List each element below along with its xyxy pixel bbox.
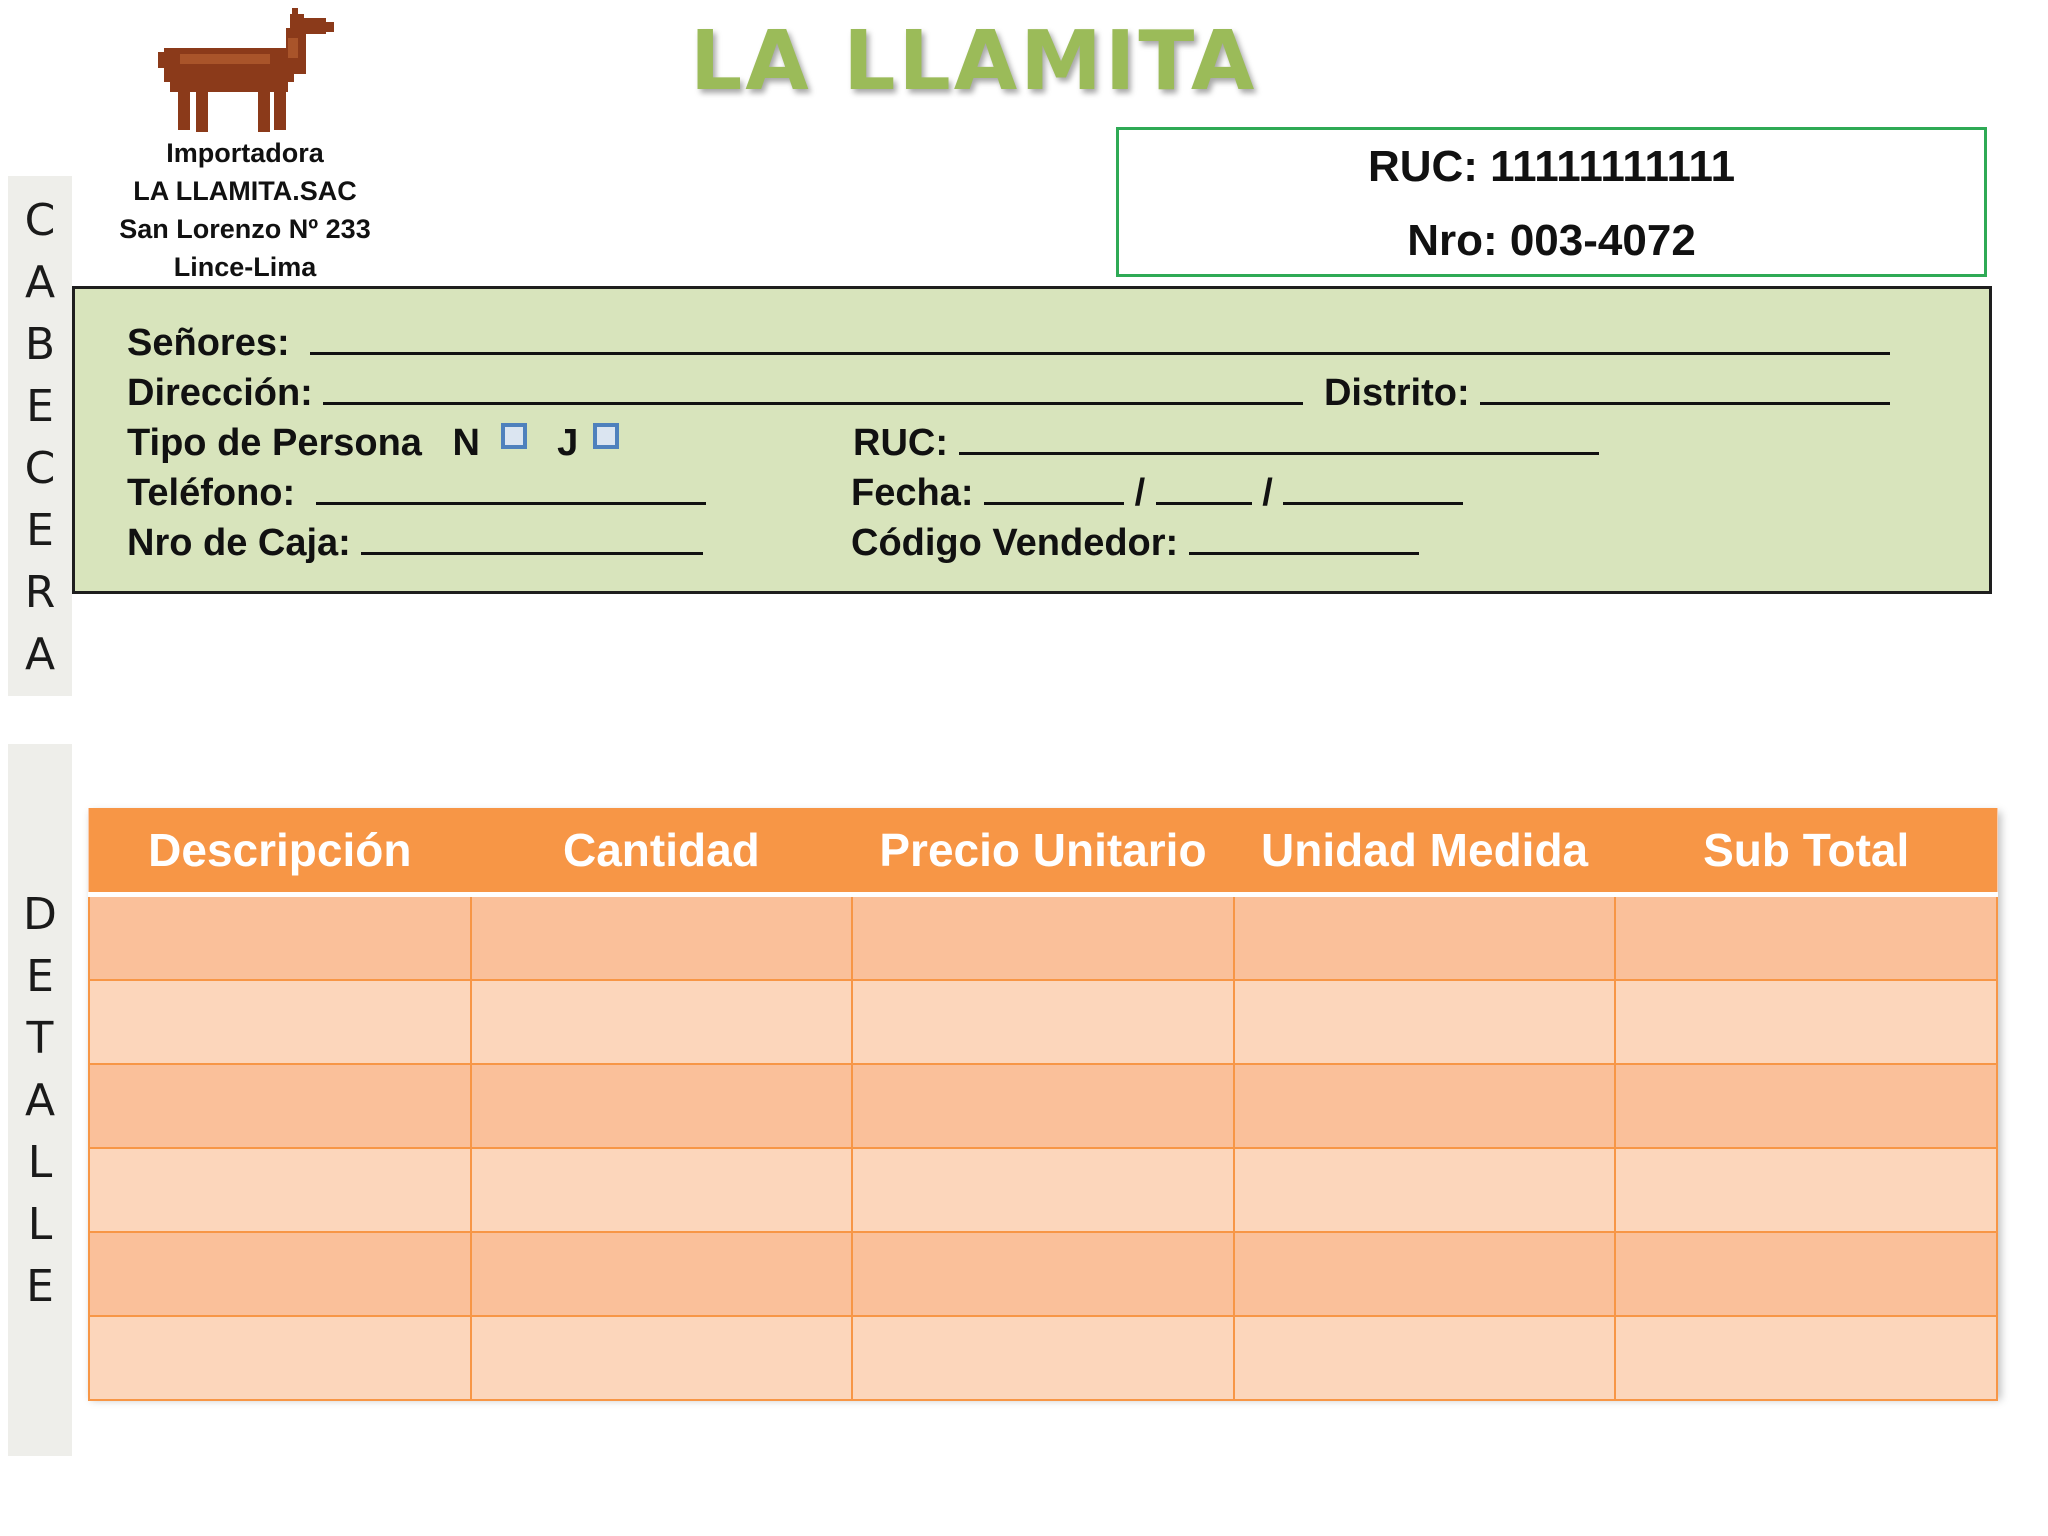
codigo-vendedor-field[interactable]: [1189, 522, 1419, 555]
tipo-j-label: J: [557, 422, 579, 464]
table-row: [89, 1232, 1997, 1316]
table-cell[interactable]: [89, 1148, 471, 1232]
side-letter: L: [27, 1137, 53, 1188]
tipo-j-checkbox[interactable]: [593, 423, 619, 449]
table-cell[interactable]: [89, 1064, 471, 1148]
page-title: LA LLAMITA: [690, 14, 1258, 109]
ruc-label: RUC:: [853, 422, 948, 464]
table-row: [89, 1316, 1997, 1400]
side-letter: E: [26, 505, 54, 556]
table-cell[interactable]: [852, 1232, 1234, 1316]
column-header-descripcion: Descripción: [89, 808, 471, 895]
side-letter: E: [26, 381, 54, 432]
table-cell[interactable]: [1234, 1064, 1616, 1148]
table-cell[interactable]: [1615, 895, 1997, 981]
column-header-sub-total: Sub Total: [1615, 808, 1997, 895]
fecha-year-field[interactable]: [1283, 472, 1463, 505]
table-cell[interactable]: [471, 1064, 853, 1148]
tipo-persona-label: Tipo de Persona: [127, 422, 422, 464]
table-cell[interactable]: [852, 1064, 1234, 1148]
side-letter: B: [24, 319, 56, 370]
table-cell[interactable]: [852, 1148, 1234, 1232]
nro-caja-row: [127, 521, 703, 565]
company-line: Lince-Lima: [173, 252, 317, 282]
table-cell[interactable]: [1234, 980, 1616, 1064]
telefono-label: Teléfono:: [127, 472, 296, 514]
senores-row: [127, 321, 1890, 365]
side-letter: A: [24, 629, 56, 680]
fecha-day-field[interactable]: [984, 472, 1124, 505]
telefono-row: [127, 471, 706, 515]
table-header-row: [89, 808, 1997, 895]
side-letter: C: [24, 443, 56, 494]
table-cell[interactable]: [1234, 1232, 1616, 1316]
side-letter: E: [26, 951, 54, 1002]
company-line: Importadora: [166, 138, 324, 168]
ruc-field[interactable]: [959, 422, 1599, 455]
ruc-box: [1116, 127, 1987, 277]
tipo-n-label: N: [452, 422, 480, 464]
senores-field[interactable]: [310, 322, 1890, 355]
table-cell[interactable]: [1615, 1316, 1997, 1400]
table-cell[interactable]: [471, 980, 853, 1064]
table-cell[interactable]: [1615, 980, 1997, 1064]
table-row: [89, 1064, 1997, 1148]
company-line: LA LLAMITA.SAC: [133, 176, 357, 206]
company-info: [95, 134, 395, 286]
header-form-panel: [72, 286, 1992, 594]
table-cell[interactable]: [852, 895, 1234, 981]
table-row: [89, 1148, 1997, 1232]
side-label-cabecera: [8, 176, 72, 696]
tipo-persona-row: [127, 421, 619, 465]
table-cell[interactable]: [1234, 1316, 1616, 1400]
fecha-separator: /: [1262, 472, 1273, 514]
table-cell[interactable]: [89, 980, 471, 1064]
table-row: [89, 895, 1997, 981]
fecha-separator: /: [1134, 472, 1146, 514]
llama-icon: [150, 8, 350, 136]
ruc-row: [853, 421, 1599, 465]
column-header-precio-unitario: Precio Unitario: [852, 808, 1234, 895]
distrito-label: Distrito:: [1323, 372, 1470, 414]
company-line: San Lorenzo Nº 233: [119, 214, 371, 244]
side-letter: C: [24, 195, 56, 246]
side-label-detalle: [8, 744, 72, 1456]
side-letter: R: [24, 567, 56, 618]
codigo-vendedor-row: [851, 521, 1419, 565]
fecha-month-field[interactable]: [1156, 472, 1252, 505]
side-letter: A: [24, 257, 56, 308]
tipo-n-checkbox[interactable]: [501, 423, 527, 449]
table-cell[interactable]: [471, 1316, 853, 1400]
column-header-cantidad: Cantidad: [471, 808, 853, 895]
nro-caja-label: Nro de Caja:: [127, 522, 351, 564]
senores-label: Señores:: [127, 322, 290, 364]
table-cell[interactable]: [89, 895, 471, 981]
table-cell[interactable]: [1615, 1232, 1997, 1316]
detail-table: [88, 808, 1998, 1396]
table-cell[interactable]: [1615, 1148, 1997, 1232]
side-letter: T: [26, 1013, 54, 1064]
table-cell[interactable]: [89, 1232, 471, 1316]
side-letter: D: [23, 889, 57, 940]
table-row: [89, 980, 1997, 1064]
codigo-vendedor-label: Código Vendedor:: [851, 522, 1179, 564]
direccion-label: Dirección:: [127, 372, 313, 414]
document-number: Nro: 003-4072: [1407, 216, 1696, 265]
telefono-field[interactable]: [316, 472, 706, 505]
table-cell[interactable]: [852, 1316, 1234, 1400]
table-cell[interactable]: [471, 1148, 853, 1232]
direccion-row: [127, 371, 1890, 415]
table-cell[interactable]: [471, 1232, 853, 1316]
table-cell[interactable]: [1234, 1148, 1616, 1232]
fecha-label: Fecha:: [851, 472, 974, 514]
table-cell[interactable]: [471, 895, 853, 981]
distrito-field[interactable]: [1480, 372, 1890, 405]
table-cell[interactable]: [89, 1316, 471, 1400]
direccion-field[interactable]: [323, 372, 1303, 405]
side-letter: E: [26, 1261, 54, 1312]
table-cell[interactable]: [1615, 1064, 1997, 1148]
table-cell[interactable]: [1234, 895, 1616, 981]
nro-caja-field[interactable]: [361, 522, 703, 555]
side-letter: A: [24, 1075, 56, 1126]
table-cell[interactable]: [852, 980, 1234, 1064]
column-header-unidad-medida: Unidad Medida: [1234, 808, 1616, 895]
side-letter: L: [27, 1199, 53, 1250]
ruc-number: RUC: 11111111111: [1367, 142, 1736, 191]
fecha-row: [851, 471, 1463, 515]
